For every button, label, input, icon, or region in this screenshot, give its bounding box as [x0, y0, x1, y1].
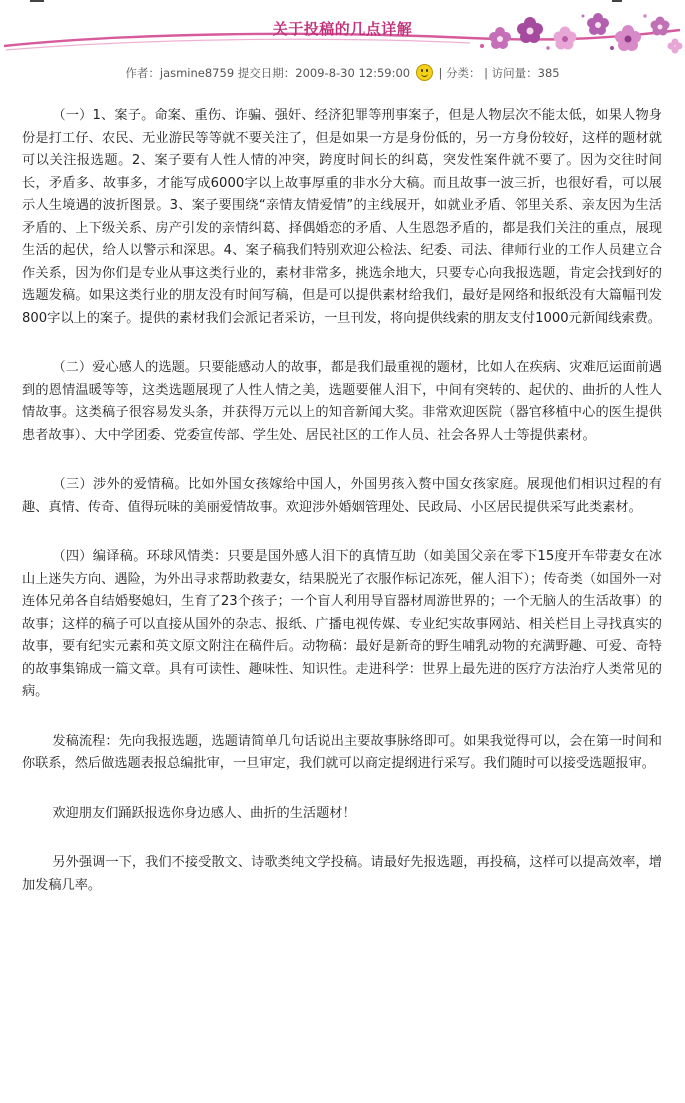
smiley-icon: [416, 64, 433, 81]
article-meta: [0, 64, 685, 81]
paragraph-welcome: 欢迎朋友们踊跃报选你身边感人、曲折的生活题材！: [52, 805, 356, 821]
meta-separator: |: [438, 66, 443, 80]
paragraph-foreign-love: （三）涉外的爱情稿。比如外国女孩嫁给中国人，外国男孩入赘中国女孩家庭。展现他们相识过程的有趣、真情、传奇、值得玩味的美丽爱情故事。欢迎涉外婚姻管理处、民政局、小区居民提供采写此类素材。: [22, 477, 662, 515]
article-body: [22, 105, 662, 924]
paragraph-note: 另外强调一下，我们不接受散文、诗歌类纯文学投稿。请最好先报选题，再投稿，这样可以提高效率，增加发稿几率。: [22, 855, 662, 893]
views-label: 访问量：: [491, 66, 538, 80]
paragraph-submission-process: 发稿流程：先向我报选题，选题请简单几句话说出主要故事脉络即可。如果我觉得可以，会在第一时间和你联系，然后做选题表报总编批审，一旦审定，我们就可以商定提纲进行采写。我们随时可以接受选题报审。: [22, 733, 662, 771]
paragraph-touching-stories: （二）爱心感人的选题。只要能感动人的故事，都是我们最重视的题材，比如人在疾病、灾难厄运面前遇到的恩情温暖等等，这类选题展现了人性人情之美，选题要催人泪下，中间有突转的、起伏的、曲折的人性人情故事。这类稿子很容易发头条，并获得万元以上的知音新闻大奖。非常欢迎医院（器官移植中心的医生提供患者故事）、大中学团委、党委宣传部、学生处、居民社区的工作人员、社会各界人士等提供素材。: [22, 360, 662, 443]
article-header: [0, 8, 685, 60]
cropped-nav-remnant: [612, 0, 622, 2]
paragraph-cases: （一）1、案子。命案、重伤、诈骗、强奸、经济犯罪等刑事案子，但是人物层次不能太低，如果人物身份是打工仔、农民、无业游民等等就不要关注了，但是如果一方是身份低的，另一方身份较好，这样的题材就可以关注报选题。2、案子要有人性人情的冲突，跨度时间长的纠葛，突发性案件就不要了。因为交往时间长，矛盾多、故事多，才能写成6000字以上故事厚重的非水分大稿。而且故事一波三折，也很好看，可以展示人生境遇的波折图景。3、案子要围绕“亲情友情爱情”的主线展开，如就业矛盾、邻里关系、亲友因为生活矛盾的、上下级关系、房产引发的亲情纠葛、择偶婚恋的矛盾、人生恩怨矛盾的，都是我们关注的重点，展现生活的起伏，给人以警示和深思。4、案子稿我们特别欢迎公检法、纪委、司法、律师行业的工作人员建立合作关系，因为你们是专业从事这类行业的，素材非常多，挑选余地大，只要专心向我报选题，肯定会找到好的选题发稿。如果这类行业的朋友没有时间写稿，但是可以提供素材给我们，最好是网络和报纸没有大篇幅刊发800字以上的案子。提供的素材我们会派记者采访，一旦刊发，将向提供线索的朋友支付1000元新闻线索费。: [22, 108, 662, 326]
date-label: 提交日期：: [237, 66, 296, 80]
author-label: 作者：: [125, 66, 160, 80]
paragraph-translation: （四）编译稿。环球风情类：只要是国外感人泪下的真情互助（如美国父亲在零下15度开车带妻女在冰山上迷失方向、遇险，为外出寻求帮助救妻女，结果脱光了衣服作标记冻死，催人泪下）；传奇类（如国外一对连体兄弟各自结婚娶媳妇，生育了23个孩子；一个盲人利用导盲器材周游世界的；一个无脑人的生活故事）的故事；这样的稿子可以直接从国外的杂志、报纸、广播电视传媒、专业纪实故事网站、相关栏目上寻找真实的故事，要有纪实元素和英文原文附注在稿件后。动物稿：最好是新奇的野生哺乳动物的充满野趣、可爱、奇特的故事集锦成一篇文章。具有可读性、趣味性、知识性。走进科学：世界上最先进的医疗方法治疗人类常见的病。: [22, 549, 662, 699]
cropped-top-strip: [0, 0, 685, 8]
article-title: 关于投稿的几点详解: [272, 20, 413, 38]
view-count: 385: [537, 66, 560, 80]
post-date: 2009-8-30 12:59:00: [295, 66, 411, 80]
meta-separator: |: [484, 66, 488, 80]
cropped-nav-remnant: [30, 0, 44, 2]
category-label: 分类：: [445, 66, 481, 80]
author-link[interactable]: jasmine8759: [159, 66, 235, 80]
